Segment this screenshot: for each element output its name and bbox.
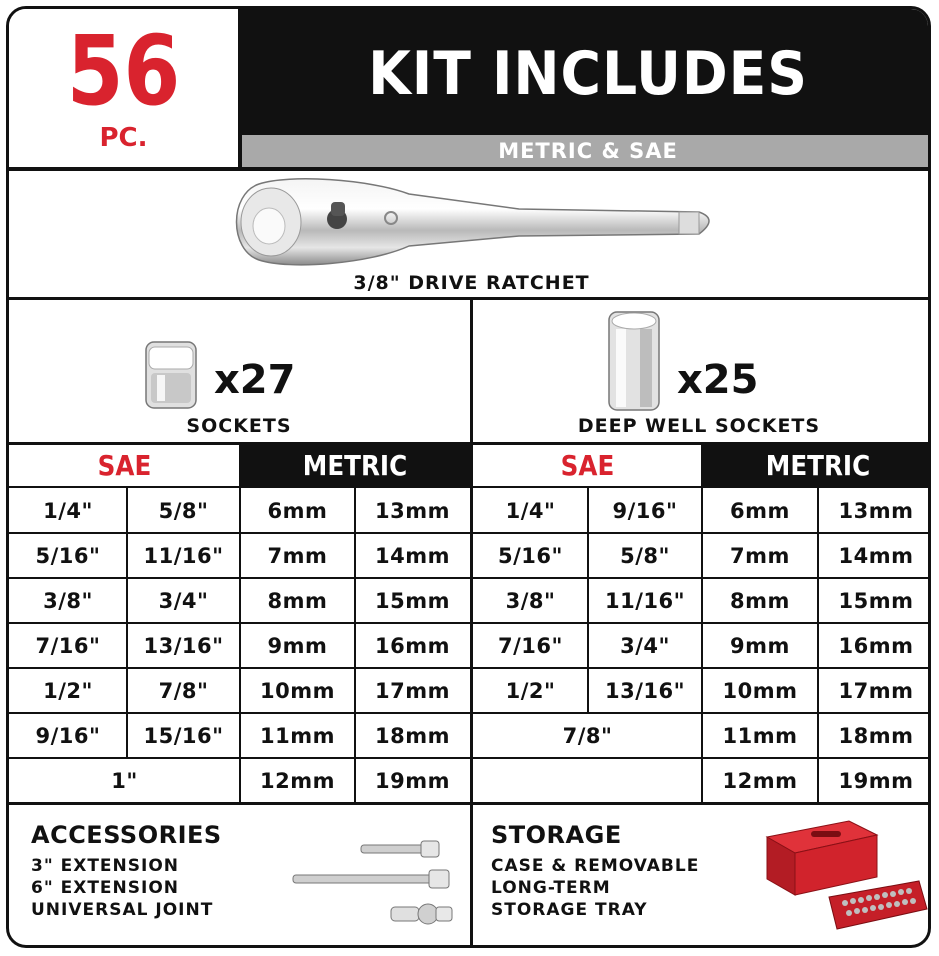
size-cell: 18mm bbox=[375, 723, 450, 748]
size-cell: 7mm bbox=[730, 543, 790, 568]
page-title: KIT INCLUDES bbox=[368, 39, 808, 109]
size-cell: 11mm bbox=[260, 723, 335, 748]
size-cell: 5/8" bbox=[620, 543, 670, 568]
right-sae-header: SAE bbox=[560, 449, 615, 482]
size-cell: 3/8" bbox=[43, 588, 93, 613]
size-cell: 14mm bbox=[375, 543, 450, 568]
size-cell: 12mm bbox=[722, 768, 798, 793]
size-cell: 7mm bbox=[267, 543, 328, 568]
accessory-item: UNIVERSAL JOINT bbox=[31, 900, 214, 920]
accessory-item: 6" EXTENSION bbox=[31, 878, 180, 898]
size-cell: 14mm bbox=[838, 543, 914, 568]
size-cell: 1/2" bbox=[43, 678, 93, 703]
size-cell: 12mm bbox=[260, 768, 335, 793]
ratchet-image bbox=[219, 174, 719, 272]
size-cell: 9/16" bbox=[35, 723, 101, 748]
size-cell: 1" bbox=[111, 768, 138, 793]
accessories-title: ACCESSORIES bbox=[31, 821, 222, 849]
storage-case-icon bbox=[759, 817, 929, 941]
piece-count-unit: PC. bbox=[99, 123, 148, 153]
size-cell: 6mm bbox=[267, 498, 328, 523]
extensions-icon bbox=[291, 835, 456, 930]
size-cell: 1/4" bbox=[43, 498, 93, 523]
size-cell: 17mm bbox=[375, 678, 450, 703]
kit-card bbox=[6, 6, 931, 948]
socket-image bbox=[143, 339, 199, 411]
size-cell: 10mm bbox=[260, 678, 335, 703]
size-cell: 6mm bbox=[730, 498, 790, 523]
page-subtitle: METRIC & SAE bbox=[498, 139, 678, 163]
storage-item: CASE & REMOVABLE bbox=[491, 856, 700, 876]
size-cell: 8mm bbox=[267, 588, 328, 613]
storage-title: STORAGE bbox=[491, 821, 622, 849]
deep-socket-label: DEEP WELL SOCKETS bbox=[577, 415, 821, 437]
left-metric-header: METRIC bbox=[302, 449, 408, 482]
size-cell: 7/8" bbox=[158, 678, 209, 703]
deep-socket-qty: x25 bbox=[677, 357, 759, 403]
size-cell: 7/16" bbox=[35, 633, 101, 658]
socket-qty: x27 bbox=[214, 357, 296, 403]
size-cell: 18mm bbox=[838, 723, 914, 748]
size-cell: 3/8" bbox=[505, 588, 556, 613]
size-cell: 11/16" bbox=[143, 543, 224, 568]
size-cell: 5/16" bbox=[35, 543, 101, 568]
socket-icon bbox=[143, 339, 199, 411]
deep-socket-image bbox=[606, 309, 662, 413]
size-cell: 19mm bbox=[375, 768, 450, 793]
accessory-item: 3" EXTENSION bbox=[31, 856, 180, 876]
right-metric-header: METRIC bbox=[765, 449, 871, 482]
left-sae-header: SAE bbox=[97, 449, 152, 482]
ratchet-label: 3/8" DRIVE RATCHET bbox=[353, 272, 590, 294]
size-cell: 19mm bbox=[838, 768, 914, 793]
size-cell: 16mm bbox=[838, 633, 914, 658]
size-cell bbox=[473, 758, 702, 803]
deep-socket-icon bbox=[606, 309, 662, 413]
size-cell: 9mm bbox=[267, 633, 328, 658]
size-cell: 1/2" bbox=[505, 678, 556, 703]
socket-label: SOCKETS bbox=[186, 415, 292, 437]
title-band bbox=[242, 9, 931, 135]
size-cell: 17mm bbox=[838, 678, 914, 703]
storage-item: LONG-TERM bbox=[491, 878, 611, 898]
size-cell: 13/16" bbox=[143, 633, 224, 658]
size-cell: 16mm bbox=[375, 633, 450, 658]
size-cell: 8mm bbox=[730, 588, 790, 613]
storage-item: STORAGE TRAY bbox=[491, 900, 648, 920]
size-cell: 7/16" bbox=[498, 633, 563, 658]
size-cell: 1/4" bbox=[505, 498, 556, 523]
size-cell: 15/16" bbox=[143, 723, 224, 748]
size-cell: 3/4" bbox=[620, 633, 670, 658]
size-cell: 10mm bbox=[722, 678, 798, 703]
size-cell: 7/8" bbox=[562, 723, 613, 748]
size-cell: 9/16" bbox=[612, 498, 678, 523]
size-cell: 3/4" bbox=[158, 588, 209, 613]
size-cell: 5/8" bbox=[158, 498, 209, 523]
piece-count-box bbox=[9, 9, 238, 167]
accessories-image bbox=[291, 835, 456, 930]
subtitle-band bbox=[242, 135, 931, 167]
size-cell: 5/16" bbox=[498, 543, 563, 568]
piece-count: 56 bbox=[66, 15, 181, 127]
size-cell: 15mm bbox=[375, 588, 450, 613]
ratchet-icon bbox=[219, 174, 719, 272]
storage-case-image bbox=[759, 817, 929, 941]
size-cell: 11/16" bbox=[604, 588, 686, 613]
size-cell: 13mm bbox=[375, 498, 450, 523]
size-cell: 13mm bbox=[838, 498, 914, 523]
size-cell: 15mm bbox=[838, 588, 914, 613]
size-cell: 11mm bbox=[722, 723, 798, 748]
size-cell: 13/16" bbox=[604, 678, 686, 703]
size-cell: 9mm bbox=[730, 633, 790, 658]
